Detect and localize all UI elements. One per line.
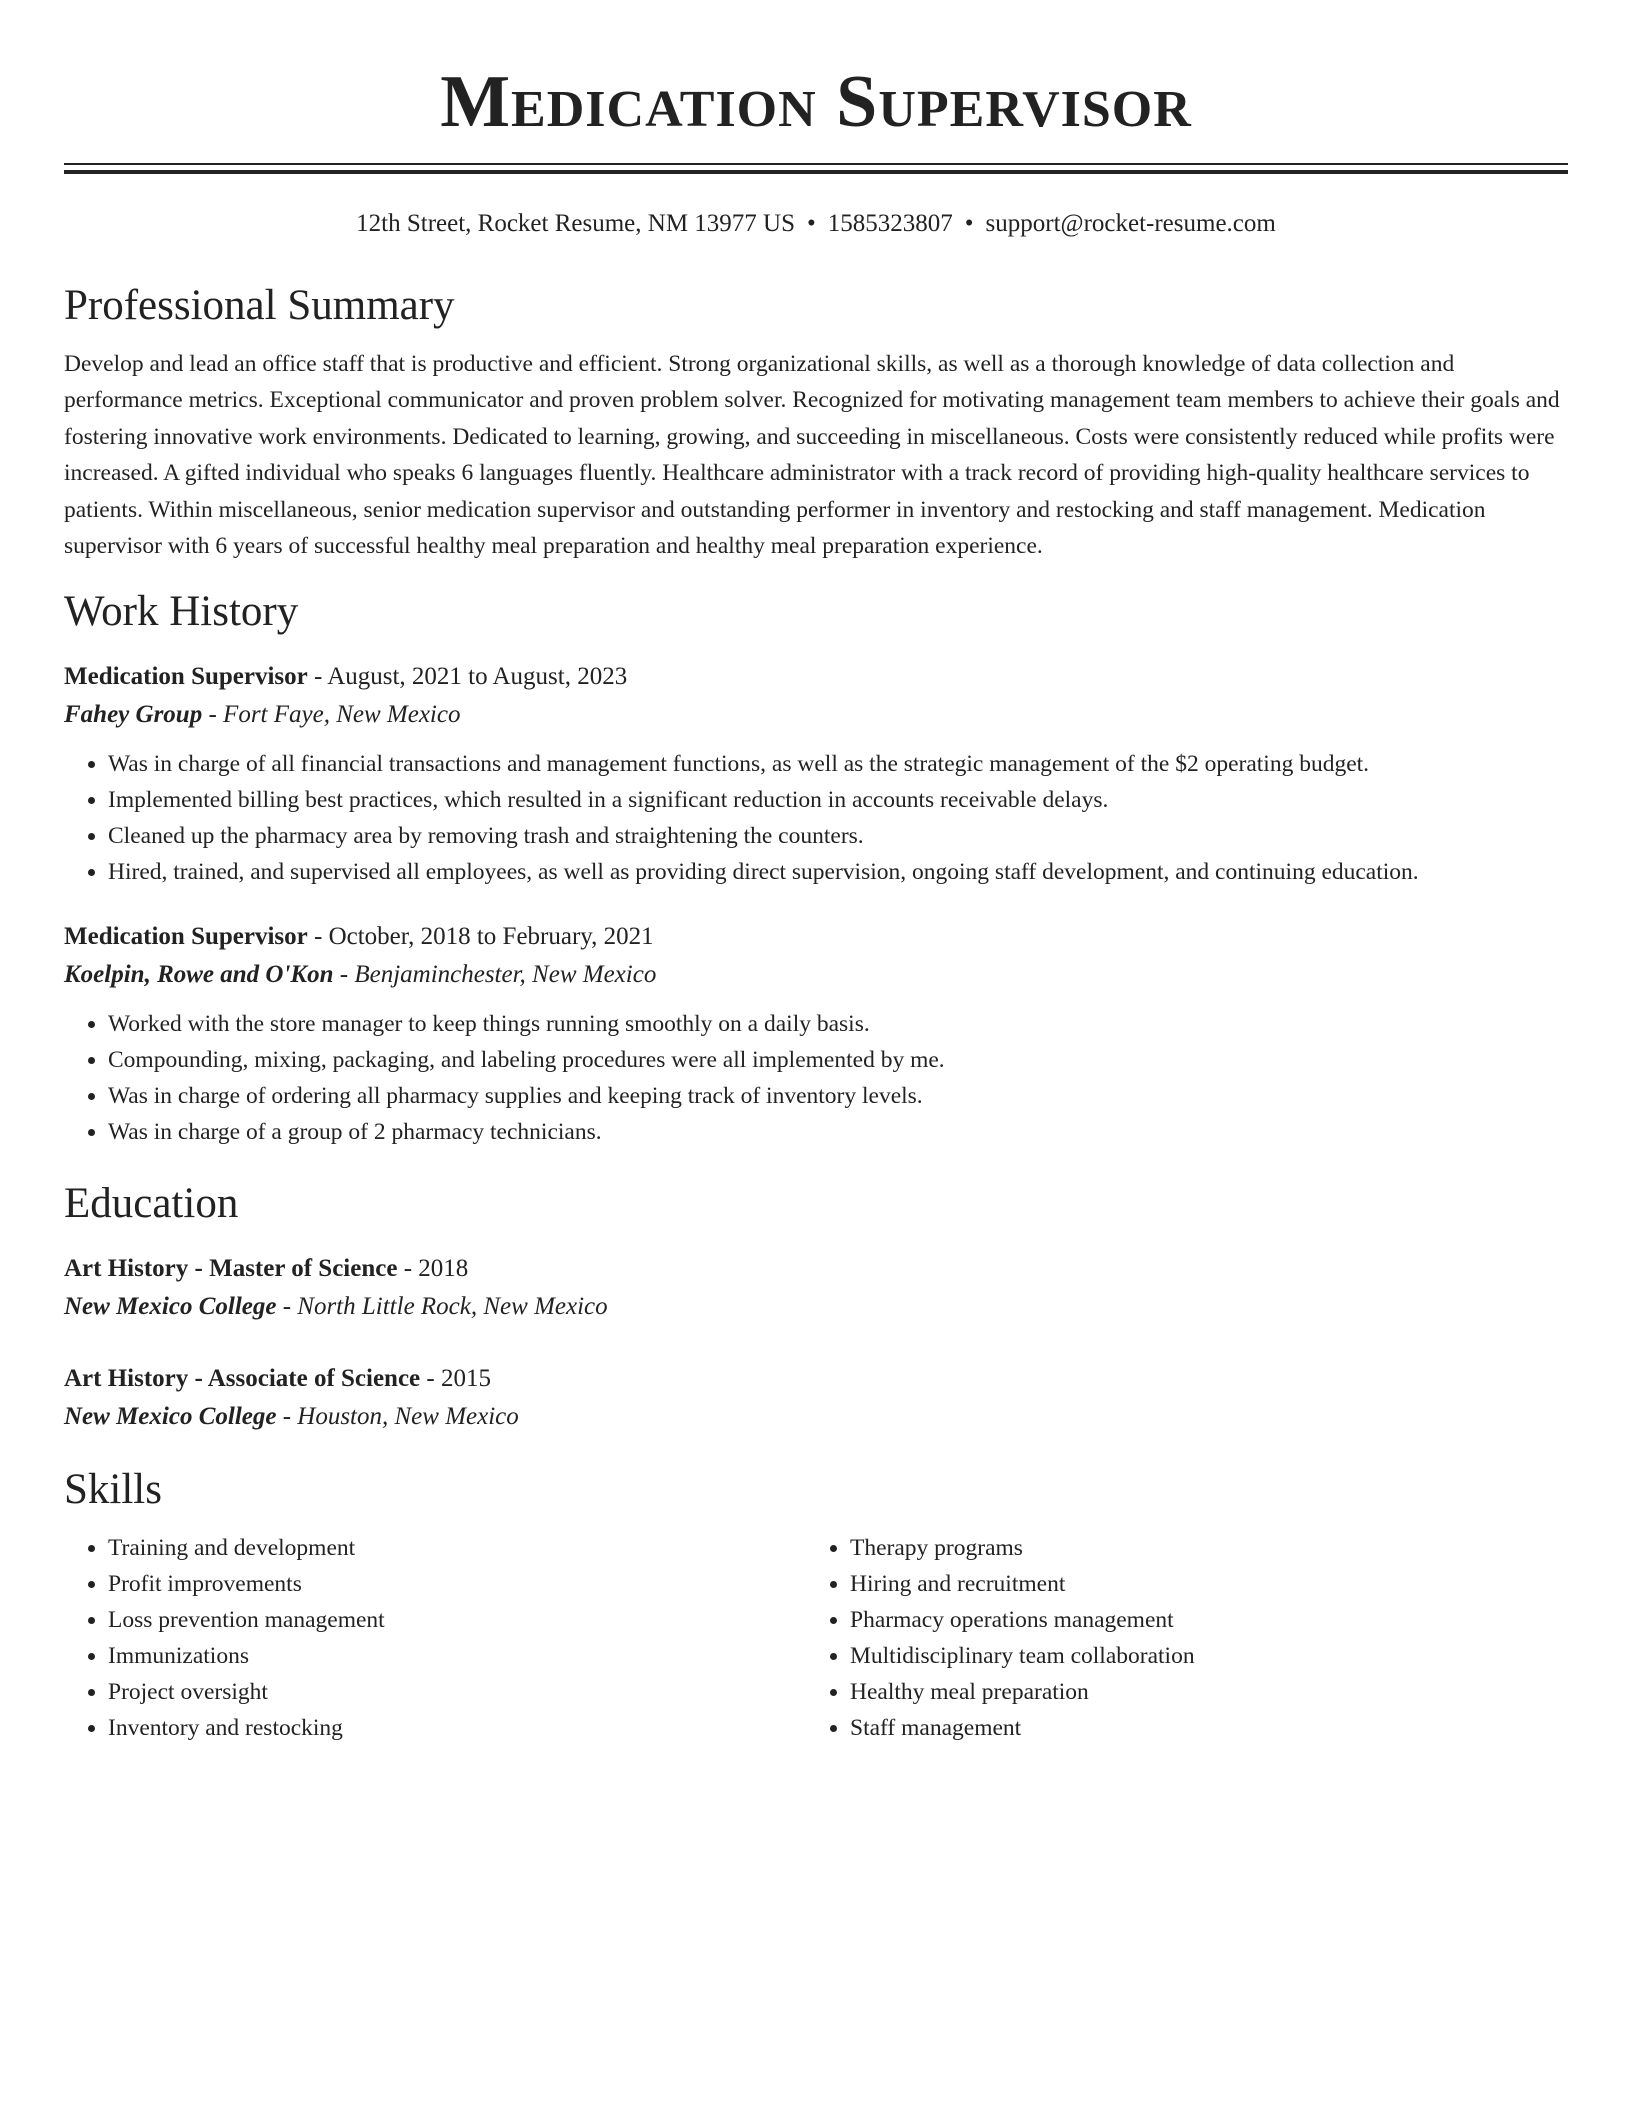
contact-separator: • — [964, 210, 974, 237]
degree-line — [64, 1250, 1568, 1288]
contact-email: support@rocket-resume.com — [985, 210, 1276, 237]
job-title-line — [64, 918, 1568, 956]
job-bullet: • Was in charge of all financial transactions and management functions, as well as the strategic management of the $2 operating budget. — [108, 746, 1568, 782]
skill-item: • Project oversight — [108, 1674, 806, 1710]
degree-year: - 2015 — [420, 1365, 491, 1393]
job-bullet-list — [64, 746, 1568, 890]
job-bullet: • Worked with the store manager to keep things running smoothly on a daily basis. — [108, 1006, 1568, 1042]
skill-item: • Loss prevention management — [108, 1602, 806, 1638]
skills-heading: Skills — [64, 1466, 162, 1514]
skill-item: • Training and development — [108, 1530, 806, 1566]
skill-item: • Multidisciplinary team collaboration — [850, 1638, 1548, 1674]
skill-item: • Staff management — [850, 1710, 1548, 1746]
job-bullet: • Implemented billing best practices, which resulted in a significant reduction in accounts receivable delays. — [108, 782, 1568, 818]
job-company-line — [64, 696, 1568, 734]
contact-separator: • — [807, 210, 816, 237]
job-entry — [64, 658, 1568, 890]
job-role: Medication Supervisor — [64, 923, 308, 951]
contact-line — [64, 208, 1568, 240]
summary-text: Develop and lead an office staff that is productive and efficient. Strong organizational skills, as well as a thorough knowledge of data collection and performance metrics. Exceptional communicator and proven problem solver. Recognized for motivating management team members to achieve their goals and fostering innovative work environments. Dedicated to learning, growing, and succeeding in miscellaneous. Costs were consistently reduced while profits were increased. A gifted individual who speaks 6 languages fluently. Healthcare administrator with a track record of providing high-quality healthcare services to patients. Within miscellaneous, senior medication supervisor and outstanding performer in inventory and restocking and staff management. Medication supervisor with 6 years of successful healthy meal preparation and healthy meal preparation experience. — [64, 351, 1560, 560]
skills-list-right — [806, 1530, 1548, 1746]
skill-item: • Healthy meal preparation — [850, 1674, 1548, 1710]
education-entry — [64, 1250, 1568, 1326]
job-company: Fahey Group — [64, 701, 203, 729]
job-location: - Benjaminchester, New Mexico — [333, 961, 657, 989]
job-dates: - August, 2021 to August, 2023 — [307, 663, 628, 691]
job-bullet: • Compounding, mixing, packaging, and labeling procedures were all implemented by me. — [108, 1042, 1568, 1078]
resume-page — [64, 0, 1568, 1746]
school: New Mexico College — [64, 1293, 277, 1321]
skills-columns — [64, 1530, 1568, 1746]
job-title-line — [64, 658, 1568, 696]
school: New Mexico College — [64, 1403, 277, 1431]
job-bullet: • Hired, trained, and supervised all employees, as well as providing direct supervision, ongoing staff development, and continuing education. — [108, 854, 1568, 890]
job-company-line — [64, 956, 1568, 994]
job-location: - Fort Faye, New Mexico — [202, 701, 461, 729]
education-heading: Education — [64, 1180, 239, 1228]
job-role: Medication Supervisor — [64, 663, 308, 691]
summary-heading: Professional Summary — [64, 282, 455, 329]
skills-list-left — [64, 1530, 806, 1746]
job-bullet: • Was in charge of a group of 2 pharmacy technicians. — [108, 1114, 1568, 1150]
skill-item: • Hiring and recruitment — [850, 1566, 1548, 1602]
contact-address: 12th Street, Rocket Resume, NM 13977 US — [356, 210, 796, 237]
header-divider — [64, 163, 1568, 174]
school-location: - North Little Rock, New Mexico — [276, 1293, 608, 1321]
work-history-heading: Work History — [64, 588, 299, 636]
contact-phone: 1585323807 — [827, 210, 953, 237]
candidate-name: Medication Supervisor — [440, 61, 1192, 143]
school-line — [64, 1398, 1568, 1436]
job-bullet: • Cleaned up the pharmacy area by removing trash and straightening the counters. — [108, 818, 1568, 854]
education-entry — [64, 1360, 1568, 1436]
job-entry — [64, 918, 1568, 1150]
school-location: - Houston, New Mexico — [276, 1403, 519, 1431]
job-bullet-list — [64, 1006, 1568, 1150]
skill-item: • Inventory and restocking — [108, 1710, 806, 1746]
school-line — [64, 1288, 1568, 1326]
degree: Art History - Associate of Science — [64, 1365, 421, 1393]
degree-line — [64, 1360, 1568, 1398]
job-company: Koelpin, Rowe and O'Kon — [64, 961, 334, 989]
degree: Art History - Master of Science — [64, 1255, 398, 1283]
skill-item: • Therapy programs — [850, 1530, 1548, 1566]
degree-year: - 2018 — [397, 1255, 469, 1283]
job-dates: - October, 2018 to February, 2021 — [307, 923, 654, 951]
job-bullet: • Was in charge of ordering all pharmacy supplies and keeping track of inventory levels. — [108, 1078, 1568, 1114]
skill-item: • Profit improvements — [108, 1566, 806, 1602]
skill-item: • Pharmacy operations management — [850, 1602, 1548, 1638]
skill-item: • Immunizations — [108, 1638, 806, 1674]
